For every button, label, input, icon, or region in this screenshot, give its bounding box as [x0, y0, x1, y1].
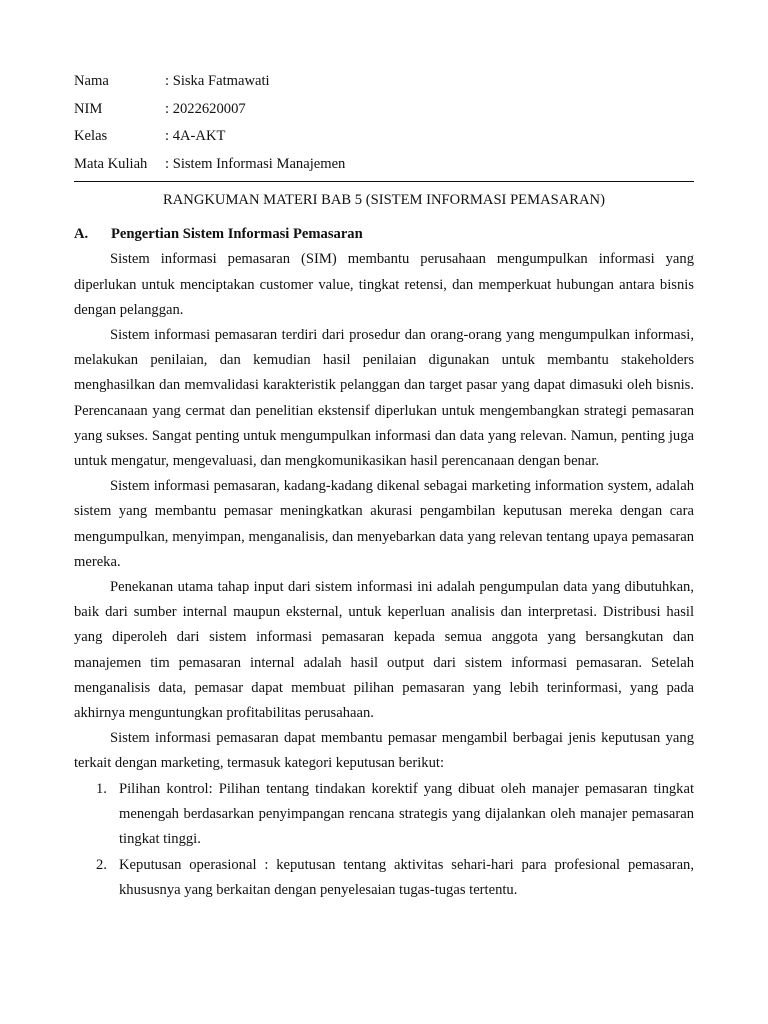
- identity-row-nim: [74, 96, 694, 124]
- identity-label: NIM: [74, 100, 103, 117]
- paragraph: Penekanan utama tahap input dari sistem informasi ini adalah pengumpulan data yang dibutuhkan, baik dari sumber internal maupun eksternal, untuk keperluan analisis dan interpretasi. Distribusi hasil yang diperoleh dari sistem informasi pemasaran kepada semua anggota yang bersangkutan dan manajemen tim pemasaran internal adalah hasil output dari sistem informasi pemasaran. Setelah menganalisis data, pemasar dapat membuat pilihan pemasaran yang lebih terinformasi, yang pada akhirnya menguntungkan profitabilitas perusahaan.: [74, 579, 694, 722]
- list-item-number: 2.: [96, 856, 107, 873]
- list-item-text: Pilihan kontrol: Pilihan tentang tindakan korektif yang dibuat oleh manajer pemasaran tingkat menengah berdasarkan penyimpangan rencana strategis yang dijalankan oleh manajer pemasaran tingkat tinggi.: [119, 780, 694, 848]
- identity-label: Nama: [74, 73, 109, 90]
- identity-label: Kelas: [74, 128, 108, 145]
- list-item: [74, 777, 694, 853]
- section-heading-text: Pengertian Sistem Informasi Pemasaran: [111, 226, 363, 243]
- section-letter: A.: [74, 226, 89, 243]
- identity-value: : 4A-AKT: [165, 128, 226, 145]
- identity-row-name: [74, 68, 694, 96]
- list-item-text: Keputusan operasional : keputusan tentang aktivitas sehari-hari para profesional pemasaran, khususnya yang berkaitan dengan penyelesaian tugas-tugas tertentu.: [119, 856, 694, 899]
- document-title: RANGKUMAN MATERI BAB 5 (SISTEM INFORMASI PEMASARAN): [163, 192, 605, 209]
- paragraph: Sistem informasi pemasaran, kadang-kadang dikenal sebagai marketing information system, adalah sistem yang membantu pemasar meningkatkan akurasi pengambilan keputusan mereka dengan cara mengumpulkan, menyimpan, menganalisis, dan menyebarkan data yang relevan tentang upaya pemasaran mereka.: [74, 478, 694, 570]
- document-page: [74, 68, 694, 904]
- section-heading: [74, 222, 694, 247]
- header-divider: [74, 181, 694, 182]
- identity-row-class: [74, 123, 694, 151]
- identity-row-course: [74, 151, 694, 179]
- student-identity-table: [74, 68, 694, 178]
- paragraph: Sistem informasi pemasaran terdiri dari prosedur dan orang-orang yang mengumpulkan informasi, melakukan penilaian, dan kemudian hasil penilaian digunakan untuk membantu stakeholders menghasilkan dan memvalidasi karakteristik pelanggan dan target pasar yang dapat dimasuki oleh bisnis. Perencanaan yang cermat dan penelitian ekstensif diperlukan untuk mengembangkan strategi pemasaran yang sukses. Sangat penting untuk mengumpulkan informasi dan data yang relevan. Namun, penting juga untuk mengatur, mengevaluasi, dan mengkomunikasikan hasil perencanaan dengan benar.: [74, 326, 694, 469]
- paragraph: Sistem informasi pemasaran dapat membantu pemasar mengambil berbagai jenis keputusan yang terkait dengan marketing, termasuk kategori keputusan berikut:: [74, 730, 694, 772]
- identity-label: Mata Kuliah: [74, 156, 148, 173]
- list-item: [74, 853, 694, 903]
- paragraph: Sistem informasi pemasaran (SIM) membantu perusahaan mengumpulkan informasi yang diperlukan untuk menciptakan customer value, tingkat retensi, dan memperkuat hubungan antara bisnis dengan pelanggan.: [74, 251, 694, 318]
- identity-value: : Siska Fatmawati: [165, 73, 270, 90]
- identity-value: : 2022620007: [165, 100, 246, 117]
- identity-value: : Sistem Informasi Manajemen: [165, 156, 346, 173]
- decision-category-list: [74, 777, 694, 904]
- list-item-number: 1.: [96, 780, 107, 797]
